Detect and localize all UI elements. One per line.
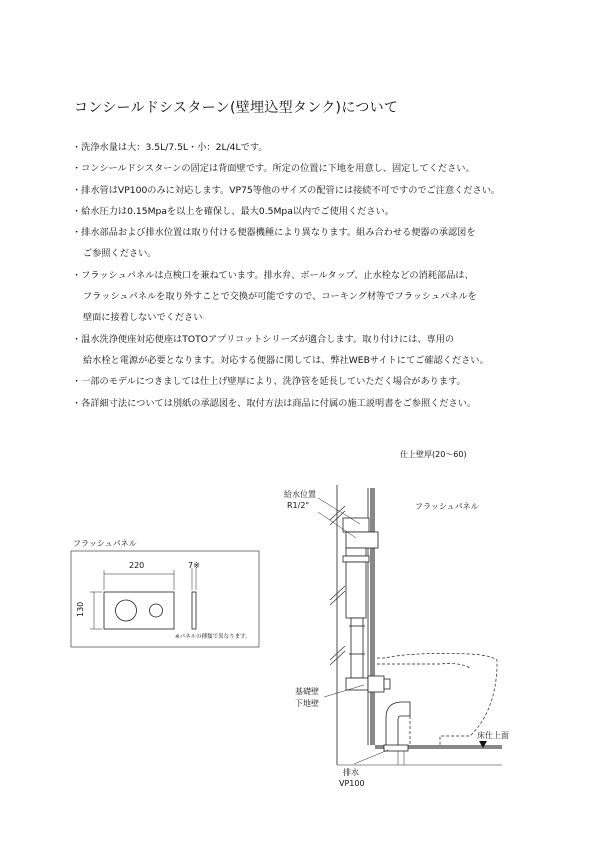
note-item: ・排水管はVP100のみに対応します。VP75等他のサイズの配管には接続不可ですのでご注意ください。: [72, 184, 501, 196]
panel-label: フラッシュパネル: [73, 539, 137, 548]
drain-label: 排水: [343, 768, 359, 777]
base-wall-label: 基礎壁: [295, 687, 319, 696]
supply-position-label: 給水位置: [284, 490, 316, 499]
note-item: ・フラッシュパネルは点検口を兼ねています。排水弁、ボールタップ、止水栓などの消耗部品は、: [72, 269, 474, 281]
note-item: ・コンシールドシスターンの固定は背面壁です。所定の位置に下地を用意し、固定してください。: [72, 163, 475, 175]
wall-thickness-label: 仕上壁厚(20〜60): [400, 450, 467, 459]
panel-thickness-label: 7※: [188, 561, 200, 570]
section-drawing: [318, 485, 502, 765]
note-item: ・洗浄水量は大：3.5L/7.5L・小：2L/4Lです。: [72, 142, 268, 153]
note-item: 壁面に接着しないでください: [83, 312, 203, 324]
floor-finish-label: 床仕上面: [477, 731, 509, 740]
drain-size-label: VP100: [339, 779, 365, 788]
panel-width-label: 220: [129, 561, 145, 570]
sub-wall-label: 下地壁: [295, 699, 319, 708]
note-item: ・給水圧力は0.15Mpaを以上を確保し、最大0.5Mpa以内でご使用ください。: [72, 205, 394, 217]
note-item: ・排水部品および排水位置は取り付ける便器機種により異なります。組み合わせる便器の承認図を: [72, 227, 476, 239]
note-item: ・一部のモデルにつきましては仕上げ壁厚により、洗浄管を延長していただく場合があります。: [72, 376, 466, 388]
note-item: 給水栓と電源が必要となります。対応する便器に関しては、弊社WEBサイトにてご確認ください。: [83, 354, 489, 366]
page-title: コンシールドシスターン(壁埋込型タンク)について: [74, 100, 399, 116]
note-item: ご参照ください。: [83, 248, 157, 260]
supply-size-label: R1/2": [287, 501, 310, 510]
panel-note: ※パネルの種類で異なります。: [175, 634, 251, 640]
note-item: ・各詳細寸法については別紙の承認図を、取付方法は商品に付属の施工説明書をご参照ください。: [72, 397, 477, 409]
note-item: ・温水洗浄便座対応便座はTOTOアプリコットシリーズが適合します。取り付けには、専用の: [72, 333, 455, 345]
note-item: フラッシュパネルを取り外すことで交換が可能ですので、コーキング材等でフラッシュパネルを: [83, 291, 477, 303]
flush-panel-label: フラッシュパネル: [415, 502, 479, 511]
panel-height-label: 130: [76, 601, 85, 617]
